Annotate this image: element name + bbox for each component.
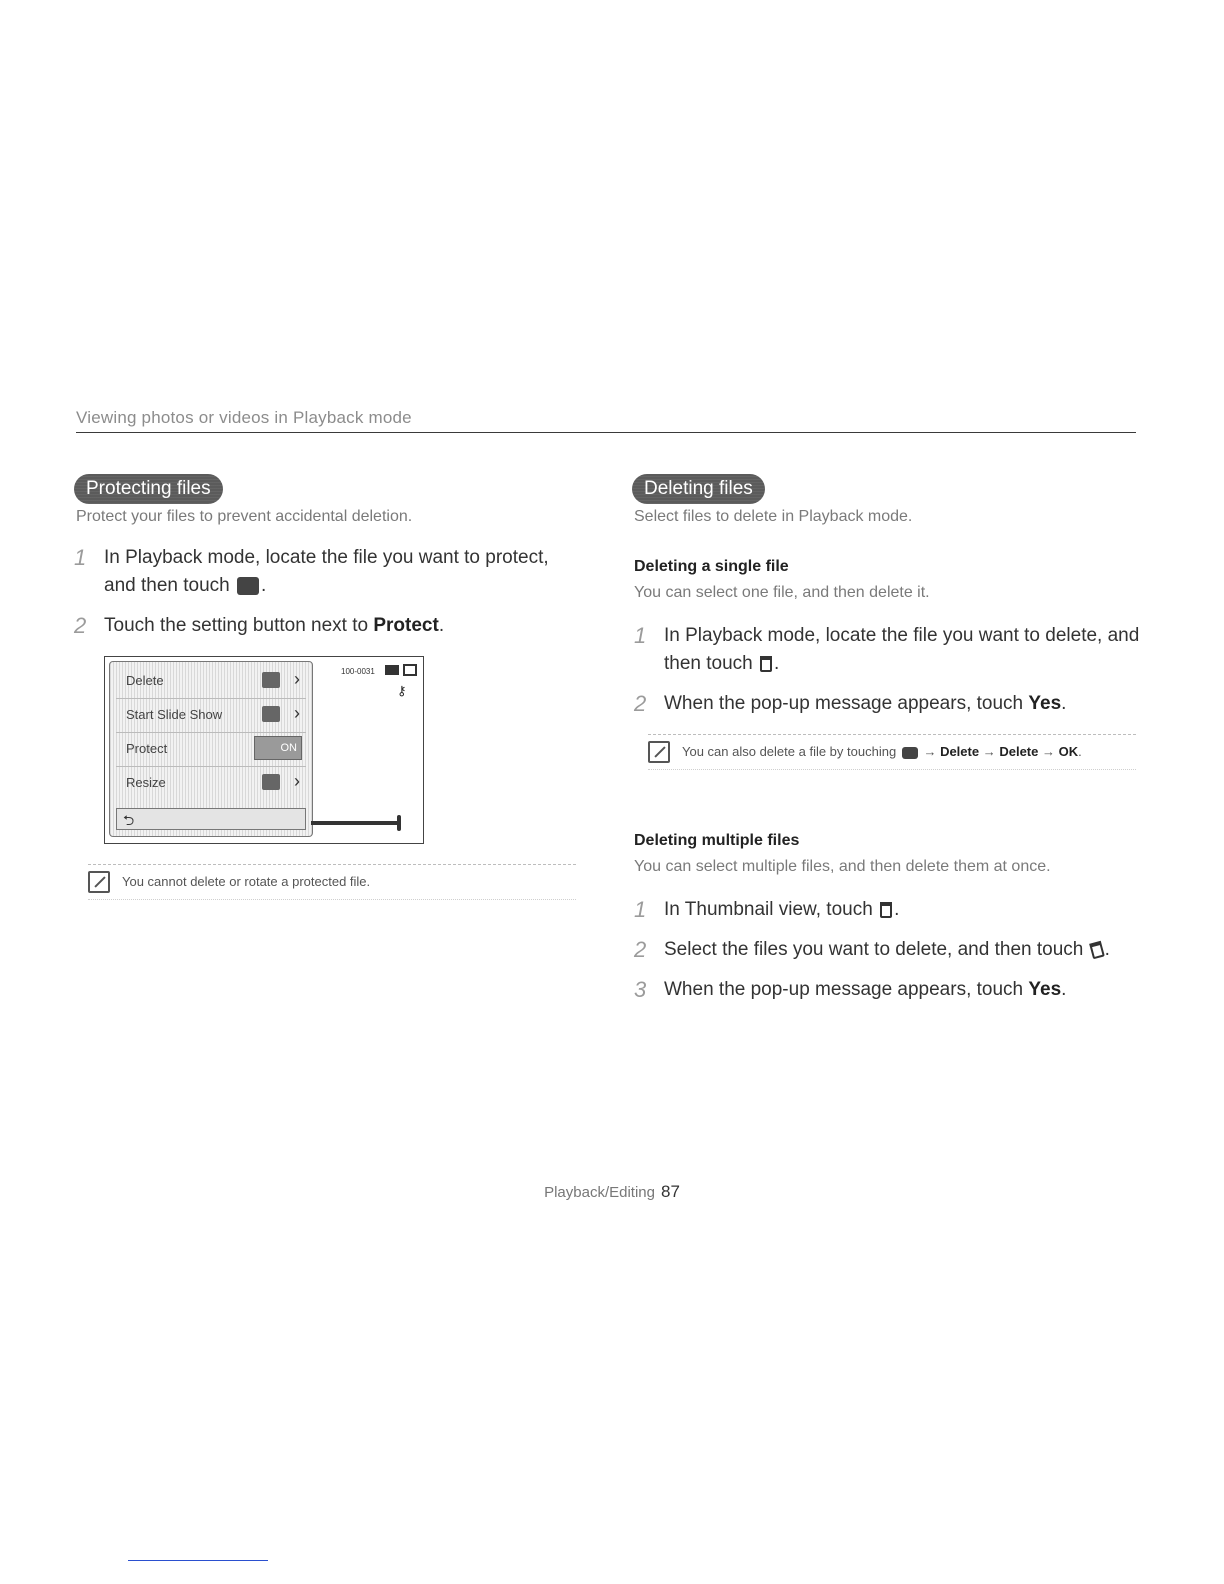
step-punct: .: [261, 575, 267, 596]
page-number: 87: [660, 1182, 680, 1201]
step-number: 1: [634, 623, 647, 648]
step-text: When the pop-up message appears, touch: [664, 693, 1024, 714]
step-number: 2: [634, 691, 647, 716]
step-text: and then touch: [104, 575, 230, 596]
arrow-icon: →: [982, 744, 996, 759]
step-punct: .: [1061, 979, 1067, 1000]
menu-divider: [116, 766, 306, 767]
trash-selected-icon: [1089, 941, 1105, 960]
section-title-deleting: [632, 474, 765, 504]
menu-item-label: Start Slide Show: [126, 707, 223, 722]
chevron-right-icon: ›: [294, 703, 300, 723]
protect-note: [88, 864, 576, 900]
yes-label: Yes: [1028, 693, 1062, 714]
step-text: Touch the setting button next to: [104, 615, 369, 636]
menu-item-label: Resize: [126, 775, 166, 790]
step-text: In Playback mode, locate the file you want to protect,: [104, 547, 549, 568]
menu-bottom-bar: [116, 808, 306, 830]
multi-step-1: [634, 896, 1144, 924]
page-footer: [0, 1182, 1224, 1202]
menu-item-slideshow[interactable]: [116, 700, 306, 728]
step-text: then touch: [664, 653, 753, 674]
note-text: [682, 744, 1082, 759]
note-icon: [648, 741, 670, 763]
note-prefix: You can also delete a file by touching: [682, 744, 897, 759]
multi-step-2: [634, 936, 1144, 964]
yes-label: Yes: [1028, 979, 1062, 1000]
step-text: In Playback mode, locate the file you want to delete, and: [664, 625, 1140, 646]
step-text: Select the files you want to delete, and then touch: [664, 939, 1084, 960]
camera-screen: [104, 656, 424, 844]
protect-label: Protect: [373, 615, 439, 636]
single-delete-note: [648, 734, 1136, 770]
chevron-right-icon: ›: [294, 771, 300, 791]
note-delete-1: Delete: [940, 744, 980, 759]
menu-item-protect[interactable]: [116, 734, 306, 762]
step-punct: .: [1061, 693, 1067, 714]
file-number: 100-0031: [341, 667, 375, 676]
single-file-heading: Deleting a single file: [634, 558, 789, 575]
back-icon[interactable]: ⮌: [123, 812, 135, 828]
section-title-protecting: [74, 474, 223, 504]
protecting-title-pill: Protecting files: [74, 474, 223, 504]
chevron-right-icon: ›: [294, 669, 300, 689]
multiple-files-lead: You can select multiple files, and then delete them at once.: [634, 858, 1051, 875]
menu-item-label: Delete: [126, 673, 164, 688]
protect-toggle[interactable]: [254, 736, 302, 760]
note-punct: .: [1078, 744, 1082, 759]
resize-icon: [262, 774, 280, 790]
multiple-files-heading: Deleting multiple files: [634, 832, 800, 849]
step-punct: .: [438, 615, 445, 636]
breadcrumb: Viewing photos or videos in Playback mode: [76, 408, 412, 427]
arrow-icon: →: [923, 744, 937, 759]
step-punct: .: [774, 653, 780, 674]
note-icon: [88, 871, 110, 893]
playback-menu: [109, 661, 313, 837]
arrow-icon: →: [1042, 744, 1055, 759]
step-number: 1: [634, 897, 647, 922]
header-rule: [76, 432, 1136, 433]
protecting-lead: Protect your files to prevent accidental deletion.: [76, 508, 413, 525]
note-text: You cannot delete or rotate a protected file.: [122, 874, 371, 889]
progress-handle: [397, 815, 401, 831]
single-file-lead: You can select one file, and then delete it.: [634, 584, 930, 601]
menu-divider: [116, 698, 306, 699]
menu-icon: [237, 577, 259, 595]
deleting-title-pill: Deleting files: [632, 474, 765, 504]
protect-step-2: [74, 612, 564, 640]
protect-step-1: [74, 544, 564, 600]
step-number: 3: [634, 977, 647, 1002]
trash-icon: [760, 656, 772, 672]
step-number: 2: [634, 937, 647, 962]
step-text: When the pop-up message appears, touch: [664, 979, 1024, 1000]
menu-item-delete[interactable]: [116, 666, 306, 694]
menu-item-label: Protect: [126, 741, 168, 756]
toggle-label: ON: [280, 742, 297, 754]
menu-icon: [902, 747, 918, 759]
single-step-2: [634, 690, 1144, 718]
note-delete-2: Delete: [999, 744, 1039, 759]
card-icon: [385, 665, 399, 675]
slideshow-icon: [262, 706, 280, 722]
step-number: 1: [74, 545, 87, 570]
step-number: 2: [74, 613, 87, 638]
step-text: In Thumbnail view, touch: [664, 899, 873, 920]
trash-icon: [880, 902, 892, 918]
footer-section: Playback/Editing: [544, 1184, 655, 1201]
step-punct: .: [894, 899, 900, 920]
trash-icon: [262, 672, 280, 688]
single-step-1: [634, 622, 1144, 678]
bottom-link-underline: [128, 1560, 268, 1561]
step-punct: .: [1104, 939, 1110, 960]
note-ok: OK: [1058, 744, 1079, 759]
multi-step-3: [634, 976, 1144, 1004]
menu-item-resize[interactable]: [116, 768, 306, 796]
menu-divider: [116, 732, 306, 733]
battery-icon: [403, 664, 417, 676]
progress-bar: [311, 821, 399, 825]
key-icon: ⚷: [397, 683, 407, 698]
deleting-lead: Select files to delete in Playback mode.: [634, 508, 913, 525]
